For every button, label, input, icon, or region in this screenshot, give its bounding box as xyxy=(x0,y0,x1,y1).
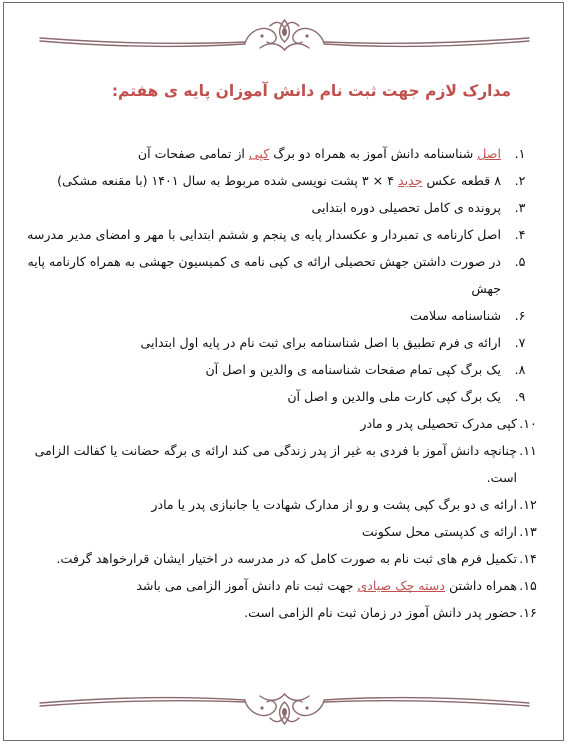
item-text xyxy=(27,599,517,626)
list-item xyxy=(27,167,539,194)
item-text-part: جهت ثبت نام دانش آموز الزامی می باشد xyxy=(136,578,358,593)
item-text-part: ۴ × ۳ پشت نویسی شده مربوط به سال ۱۴۰۱ (با مقنعه مشکی) xyxy=(57,173,398,188)
item-number: ۵. xyxy=(514,254,526,269)
item-number: ۹. xyxy=(514,389,526,404)
item-number: ۱۱. xyxy=(519,443,537,458)
item-number: ۱۴. xyxy=(519,551,537,566)
item-text-part: از تمامی صفحات آن xyxy=(137,146,249,161)
item-text xyxy=(27,356,501,383)
item-text xyxy=(27,167,501,194)
item-text xyxy=(27,383,501,410)
item-text xyxy=(27,221,501,248)
item-text-part: در صورت داشتن جهش تحصیلی ارائه ی کپی نامه ی کمیسیون جهشی به همراه کارنامه پایه جهش xyxy=(27,254,501,296)
item-number: ۲. xyxy=(514,173,526,188)
item-text xyxy=(27,518,517,545)
list-item xyxy=(27,518,539,545)
item-text xyxy=(27,140,501,167)
item-text xyxy=(27,329,501,356)
item-text-part: ارائه ی فرم تطبیق با اصل شناسنامه برای ثبت نام در پایه اول ابتدایی xyxy=(140,335,501,350)
item-number: ۱۰. xyxy=(519,416,537,431)
item-number: ۱۵. xyxy=(519,578,537,593)
list-item xyxy=(27,545,539,572)
item-text-part: همراه داشتن xyxy=(444,578,517,593)
item-text-part: چنانچه دانش آموز با فردی به غیر از پدر زندگی می کند ارائه ی برگه حضانت یا کفالت الزامی است. xyxy=(34,443,517,485)
list-item xyxy=(27,194,539,221)
list-item xyxy=(27,437,539,491)
item-number: ۴. xyxy=(514,227,526,242)
item-text-part: یک برگ کپی کارت ملی والدین و اصل آن xyxy=(287,389,501,404)
highlighted-text: دسته چک صیادی xyxy=(357,578,445,593)
list-item xyxy=(27,302,539,329)
item-text xyxy=(27,437,517,491)
highlighted-text: جدید xyxy=(398,173,423,188)
item-text-part: کپی مدرک تحصیلی پدر و مادر xyxy=(360,416,517,431)
bottom-ornament-divider xyxy=(0,684,569,732)
item-text xyxy=(27,302,501,329)
list-item xyxy=(27,383,539,410)
item-text-part: ارائه ی دو برگ کپی پشت و رو از مدارک شهادت یا جانبازی پدر یا مادر xyxy=(151,497,517,512)
item-text-part: ارائه ی کدپستی محل سکونت xyxy=(361,524,517,539)
highlighted-text: اصل xyxy=(477,146,501,161)
list-item xyxy=(27,329,539,356)
item-text-part: ۸ قطعه عکس xyxy=(422,173,501,188)
page-title: مدارک لازم جهت ثبت نام دانش آموزان پایه ی هفتم: xyxy=(111,82,511,100)
list-item xyxy=(27,356,539,383)
list-item xyxy=(27,221,539,248)
list-item xyxy=(27,140,539,167)
list-item xyxy=(27,599,539,626)
list-item xyxy=(27,410,539,437)
list-item xyxy=(27,248,539,302)
item-text xyxy=(27,572,517,599)
requirements-list xyxy=(27,140,539,626)
item-number: ۱. xyxy=(514,146,526,161)
item-number: ۸. xyxy=(514,362,526,377)
item-text xyxy=(27,491,517,518)
item-text-part: تکمیل فرم های ثبت نام به صورت کامل که در مدرسه در اختیار ایشان قرارخواهد گرفت. xyxy=(56,551,517,566)
item-text xyxy=(27,410,517,437)
item-number: ۱۶. xyxy=(519,605,537,620)
item-number: ۱۳. xyxy=(519,524,537,539)
item-text xyxy=(27,545,517,572)
top-ornament-divider xyxy=(0,12,569,60)
item-text-part: شناسنامه سلامت xyxy=(409,308,501,323)
item-text xyxy=(27,248,501,302)
item-text-part: شناسنامه دانش آموز به همراه دو برگ xyxy=(269,146,478,161)
list-item xyxy=(27,572,539,599)
item-text-part: اصل کارنامه ی تمبردار و عکسدار پایه ی پنجم و ششم ابتدایی با مهر و امضای مدیر مدرسه xyxy=(27,227,501,242)
item-number: ۷. xyxy=(514,335,526,350)
item-text-part: حضور پدر دانش آموز در زمان ثبت نام الزامی است. xyxy=(244,605,517,620)
item-text xyxy=(27,194,501,221)
item-number: ۳. xyxy=(514,200,526,215)
item-number: ۶. xyxy=(514,308,526,323)
item-text-part: یک برگ کپی تمام صفحات شناسنامه ی والدین و اصل آن xyxy=(205,362,501,377)
item-number: ۱۲. xyxy=(519,497,537,512)
list-item xyxy=(27,491,539,518)
highlighted-text: کپی xyxy=(248,146,270,161)
item-text-part: پرونده ی کامل تحصیلی دوره ابتدایی xyxy=(311,200,501,215)
